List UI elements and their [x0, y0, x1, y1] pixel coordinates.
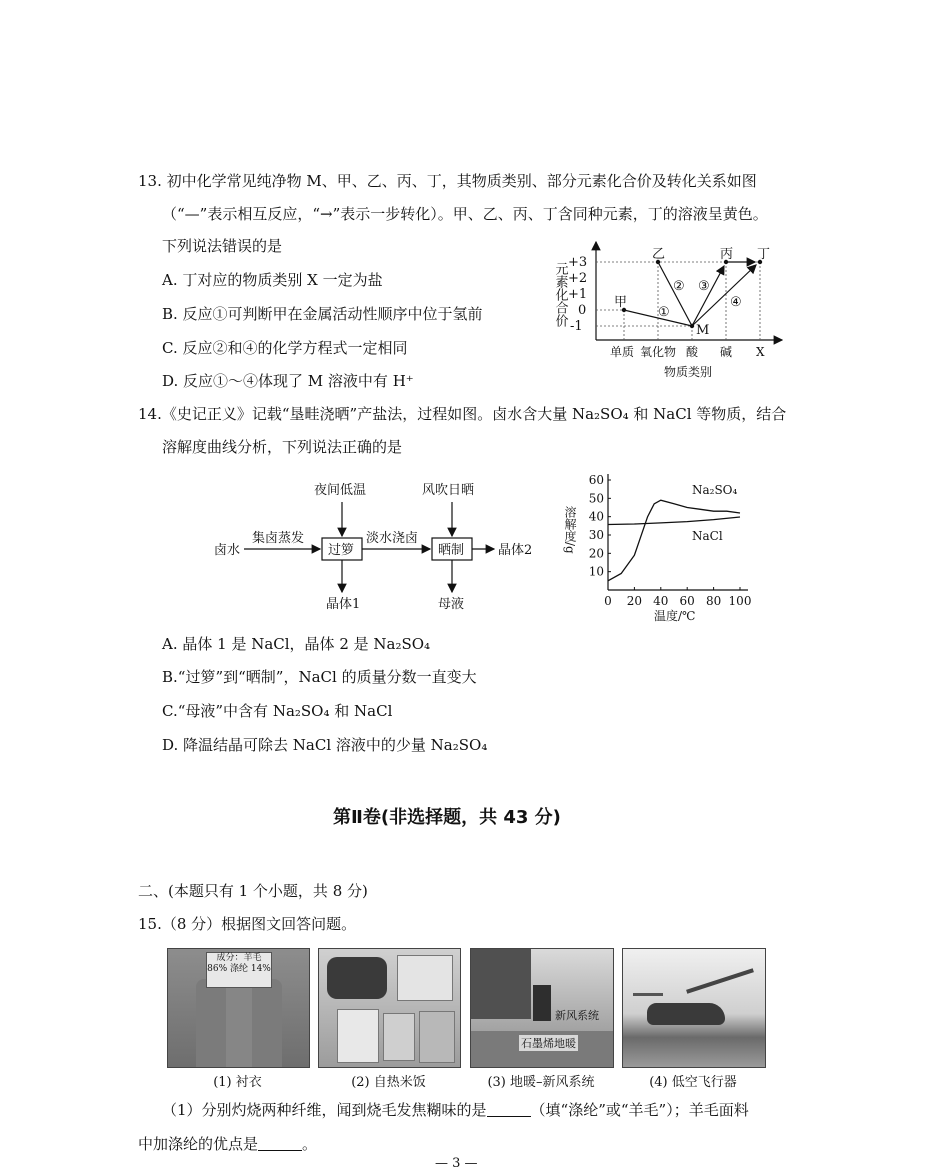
chart-ylabel: 溶解度/g — [563, 506, 577, 554]
xtick-acid: 酸 — [686, 345, 699, 359]
chart-series-label: Na₂SO₄ — [692, 483, 738, 498]
chart-xtick-label: 20 — [626, 594, 643, 608]
flow-out2: 晶体2 — [498, 543, 533, 558]
q15-sub1-text-b: （填“涤纶”或“羊毛”）；羊毛面料 — [530, 1101, 749, 1119]
chart-ytick-label: 40 — [588, 509, 604, 524]
q13-option-b[interactable]: B. 反应①可判断甲在金属活动性顺序中位于氢前 — [162, 305, 483, 323]
chart-xtick-label: 60 — [679, 594, 695, 608]
q13-valence-diagram — [552, 236, 792, 384]
flow-out3: 母液 — [438, 597, 465, 612]
node-jia: 甲 — [614, 295, 628, 310]
node-yi: 乙 — [652, 247, 666, 262]
q14-option-d[interactable]: D. 降温结晶可除去 NaCl 溶液中的少量 Na₂SO₄ — [162, 736, 488, 754]
flow-start: 卤水 — [214, 543, 241, 558]
q13-option-d[interactable]: D. 反应①～④体现了 M 溶液中有 H⁺ — [162, 372, 414, 390]
node-ding: 丁 — [757, 247, 771, 262]
chart-xtick-label: 100 — [728, 594, 752, 608]
q15-sub1-text-c: 中加涤纶的优点是 — [138, 1135, 259, 1153]
ytick-p1: +1 — [568, 287, 588, 302]
q14-stem-line2: 溶解度曲线分析，下列说法正确的是 — [162, 438, 403, 456]
flow-step1: 集卤蒸发 — [252, 531, 305, 546]
flow-out1: 晶体1 — [326, 597, 361, 612]
caption-heating: (3) 地暖–新风系统 — [487, 1075, 595, 1090]
q13-option-c[interactable]: C. 反应②和④的化学方程式一定相同 — [162, 339, 408, 357]
xtick-element: 单质 — [610, 345, 635, 359]
q15-stem: 15.（8 分）根据图文回答问题。 — [138, 915, 357, 933]
flow-step2: 淡水浇卤 — [366, 531, 419, 546]
chart-ytick-label: 60 — [588, 473, 604, 487]
q15-sub1-text-a: （1）分别灼烧两种纤维，闻到烧毛发焦糊味的是 — [162, 1101, 487, 1119]
flow-box2: 晒制 — [438, 543, 465, 558]
answer-blank-1[interactable] — [487, 1102, 531, 1117]
ytick-p3: +3 — [568, 255, 588, 270]
ytick-p2: +2 — [568, 271, 588, 286]
reaction-4: ④ — [730, 295, 742, 310]
xtick-oxide: 氧化物 — [640, 345, 677, 359]
part-heading: 二、(本题只有 1 个小题，共 8 分) — [138, 882, 368, 900]
xtick-x: X — [756, 345, 765, 359]
page-number: — 3 — — [435, 1156, 478, 1171]
q15-sub1-text-d: 。 — [302, 1135, 318, 1153]
chart-xlabel: 温度/℃ — [654, 609, 696, 622]
aircraft-image — [622, 948, 766, 1068]
solubility-chart — [560, 470, 780, 622]
chart-ytick-label: 50 — [588, 491, 604, 506]
xtick-base: 碱 — [720, 345, 733, 359]
q14-option-b[interactable]: B.“过箩”到“晒制”，NaCl 的质量分数一直变大 — [162, 668, 477, 686]
chart-xtick-label: 0 — [604, 594, 612, 608]
q13-stem-line1: 13. 初中化学常见纯净物 M、甲、乙、丙、丁，其物质类别、部分元素化合价及转化关系如图 — [138, 172, 757, 190]
chart-ytick-label: 10 — [588, 564, 604, 579]
caption-rice: (2) 自热米饭 — [351, 1075, 426, 1090]
chart-ytick-label: 20 — [588, 546, 604, 561]
answer-blank-2[interactable] — [258, 1136, 302, 1151]
q13-option-a[interactable]: A. 丁对应的物质类别 X 一定为盐 — [162, 271, 383, 289]
caption-shirt: (1) 衬衣 — [213, 1075, 262, 1090]
q15-sub1-line1 — [162, 1099, 749, 1121]
diagram-xlabel: 物质类别 — [664, 365, 713, 379]
chart-ytick-label: 30 — [588, 528, 604, 542]
q14-stem-line1: 14.《史记正义》记载“垦畦浇晒”产盐法，过程如图。卤水含大量 Na₂SO₄ 和 NaCl 等物质，结合 — [138, 405, 787, 423]
q15-sub1-line2 — [138, 1133, 317, 1155]
node-m: M — [696, 323, 710, 338]
q14-option-a[interactable]: A. 晶体 1 是 NaCl，晶体 2 是 Na₂SO₄ — [162, 635, 431, 653]
ytick-0: 0 — [578, 303, 587, 318]
floor-heating-image — [470, 948, 614, 1068]
q14-flow-diagram — [210, 478, 550, 618]
flow-cond2: 风吹日晒 — [422, 483, 475, 498]
fabric-label: 成分：羊毛 86% 涤纶 14% — [206, 952, 272, 988]
reaction-3: ③ — [698, 279, 710, 294]
q13-stem-line2: （“—”表示相互反应，“→”表示一步转化）。甲、乙、丙、丁含同种元素，丁的溶液呈黄色。 — [162, 205, 768, 223]
q13-stem-line3: 下列说法错误的是 — [162, 237, 283, 255]
chart-series-label: NaCl — [692, 529, 723, 543]
caption-aircraft: (4) 低空飞行器 — [649, 1075, 737, 1090]
chart-xtick-label: 40 — [653, 594, 669, 608]
graphene-label: 石墨烯地暖 — [521, 1037, 576, 1050]
shirt-image — [167, 948, 310, 1068]
reaction-1: ① — [658, 305, 670, 320]
reaction-2: ② — [673, 279, 685, 294]
diagram-ylabel: 元素化合价 — [552, 262, 568, 327]
self-heating-rice-image — [318, 948, 461, 1068]
section-title: 第Ⅱ卷(非选择题，共 43 分) — [333, 807, 561, 828]
node-bing: 丙 — [720, 247, 734, 262]
chart-series-line — [608, 517, 740, 525]
flow-box1: 过箩 — [328, 543, 355, 558]
flow-cond1: 夜间低温 — [314, 483, 367, 498]
ytick-m1: -1 — [570, 319, 583, 334]
q14-option-c[interactable]: C.“母液”中含有 Na₂SO₄ 和 NaCl — [162, 702, 393, 720]
chart-xtick-label: 80 — [705, 594, 722, 608]
fresh-air-label: 新风系统 — [555, 1009, 599, 1022]
